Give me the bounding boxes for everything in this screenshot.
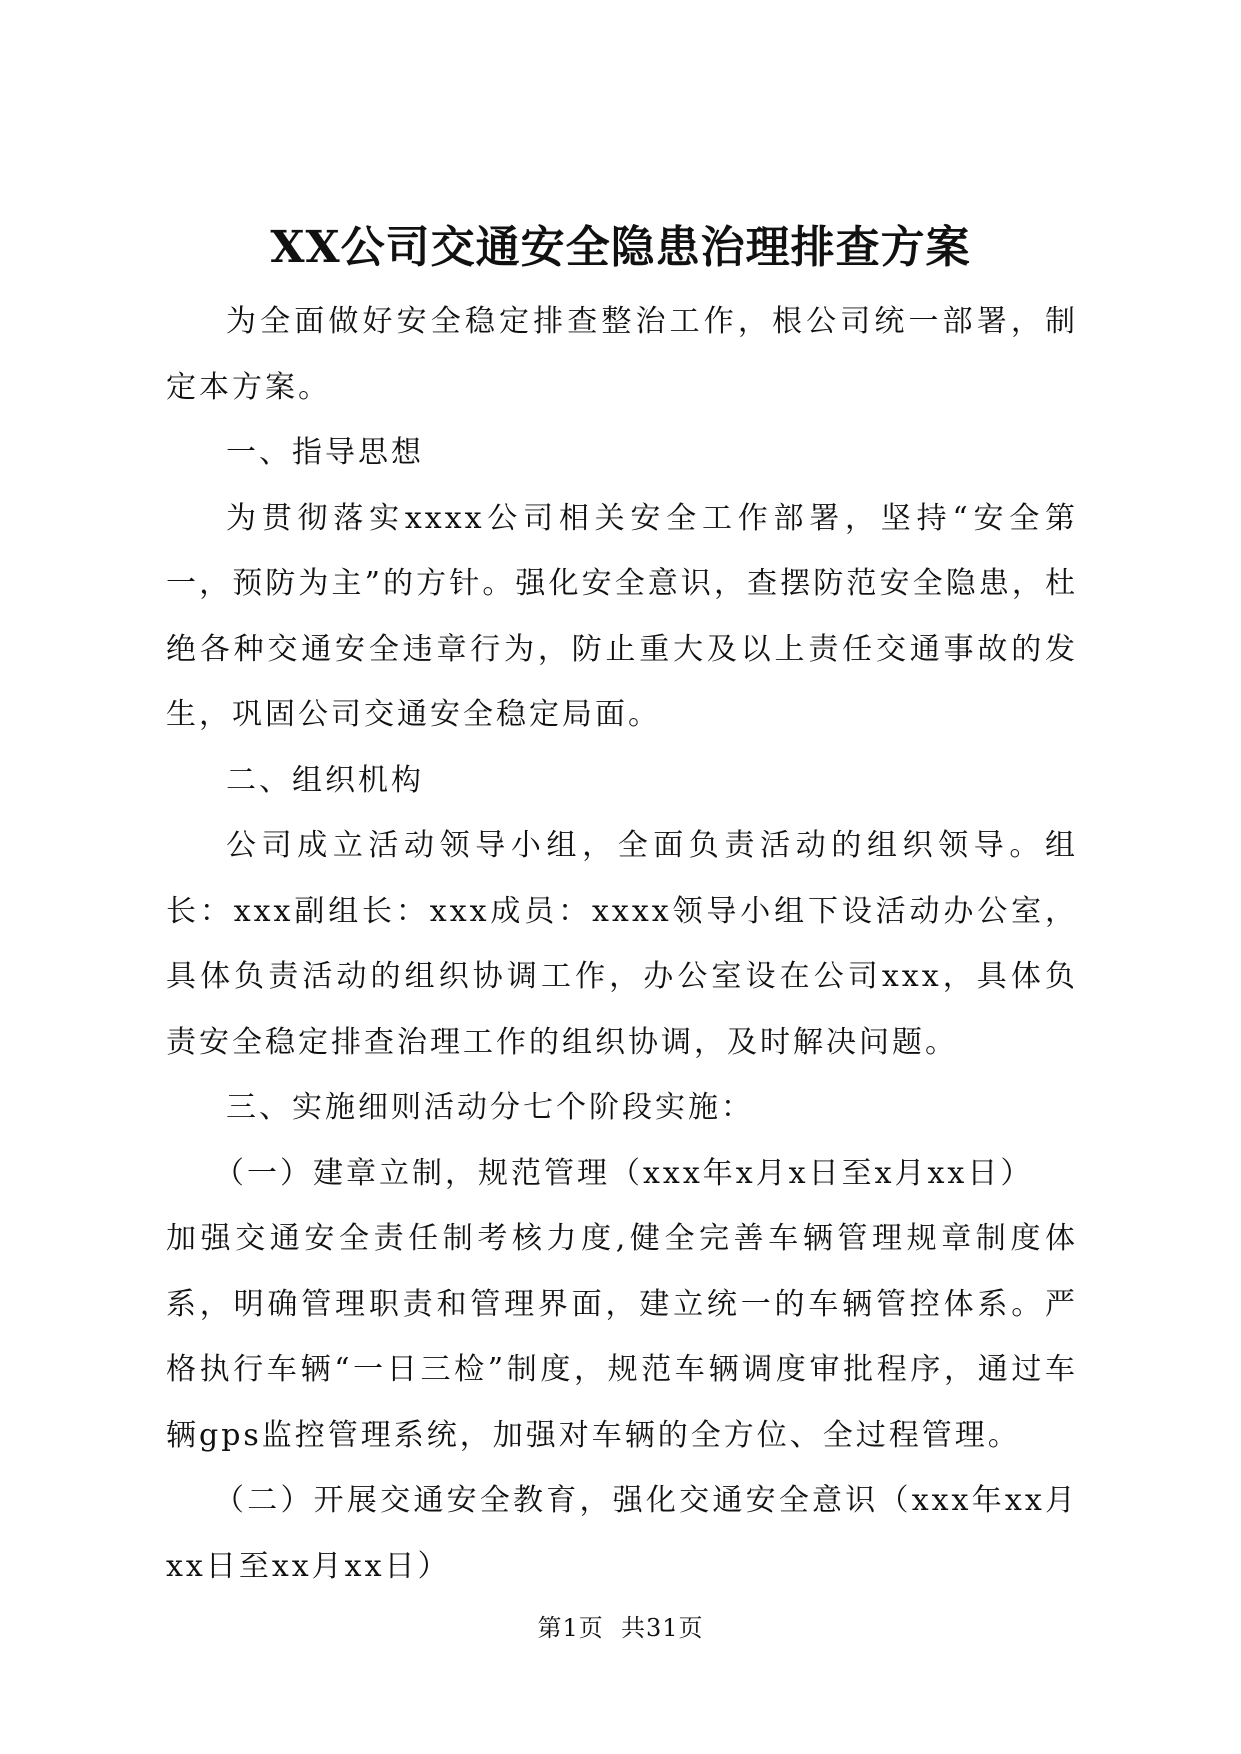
phase-one-paragraph: 加强交通安全责任制考核力度,健全完善车辆管理规章制度体系，明确管理职责和管理界面，建立统一的车辆管控体系。严格执行车辆“一日三检”制度，规范车辆调度审批程序，通过车辆gps监控管理系统，加强对车辆的全方位、全过程管理。: [166, 1221, 1078, 1453]
phase-one-heading: （一）建章立制，规范管理（xxx年x月x日至x月xx日）: [214, 1155, 1034, 1191]
organization-paragraph: 公司成立活动领导小组，全面负责活动的组织领导。组长：xxx副组长：xxx成员：xxxx领导小组下设活动办公室，具体负责活动的组织协调工作，办公室设在公司xxx，具体负责安全稳定排查治理工作的组织协调，及时解决问题。: [166, 828, 1078, 1060]
phase-two-heading: （二）开展交通安全教育，强化交通安全意识（xxx年xx月xx日至xx月xx日）: [166, 1483, 1078, 1584]
document-body: [166, 289, 1078, 1599]
page-number-label: 第1页 共31页: [537, 1614, 704, 1642]
section-heading-implementation: 三、实施细则活动分七个阶段实施：: [226, 1090, 754, 1125]
section-heading-guiding-ideology: 一、指导思想: [226, 435, 424, 470]
section-heading-organization: 二、组织机构: [226, 762, 424, 798]
intro-paragraph: 为全面做好安全稳定排查整治工作，根公司统一部署，制定本方案。: [166, 304, 1078, 405]
guiding-ideology-paragraph: 为贯彻落实xxxx公司相关安全工作部署，坚持“安全第一，预防为主”的方针。强化安全意识，查摆防范安全隐患，杜绝各种交通安全违章行为，防止重大及以上责任交通事故的发生，巩固公司交通安全稳定局面。: [166, 500, 1078, 732]
page-footer: [0, 1612, 1241, 1644]
document-title: XX公司交通安全隐患治理排查方案: [270, 222, 971, 273]
